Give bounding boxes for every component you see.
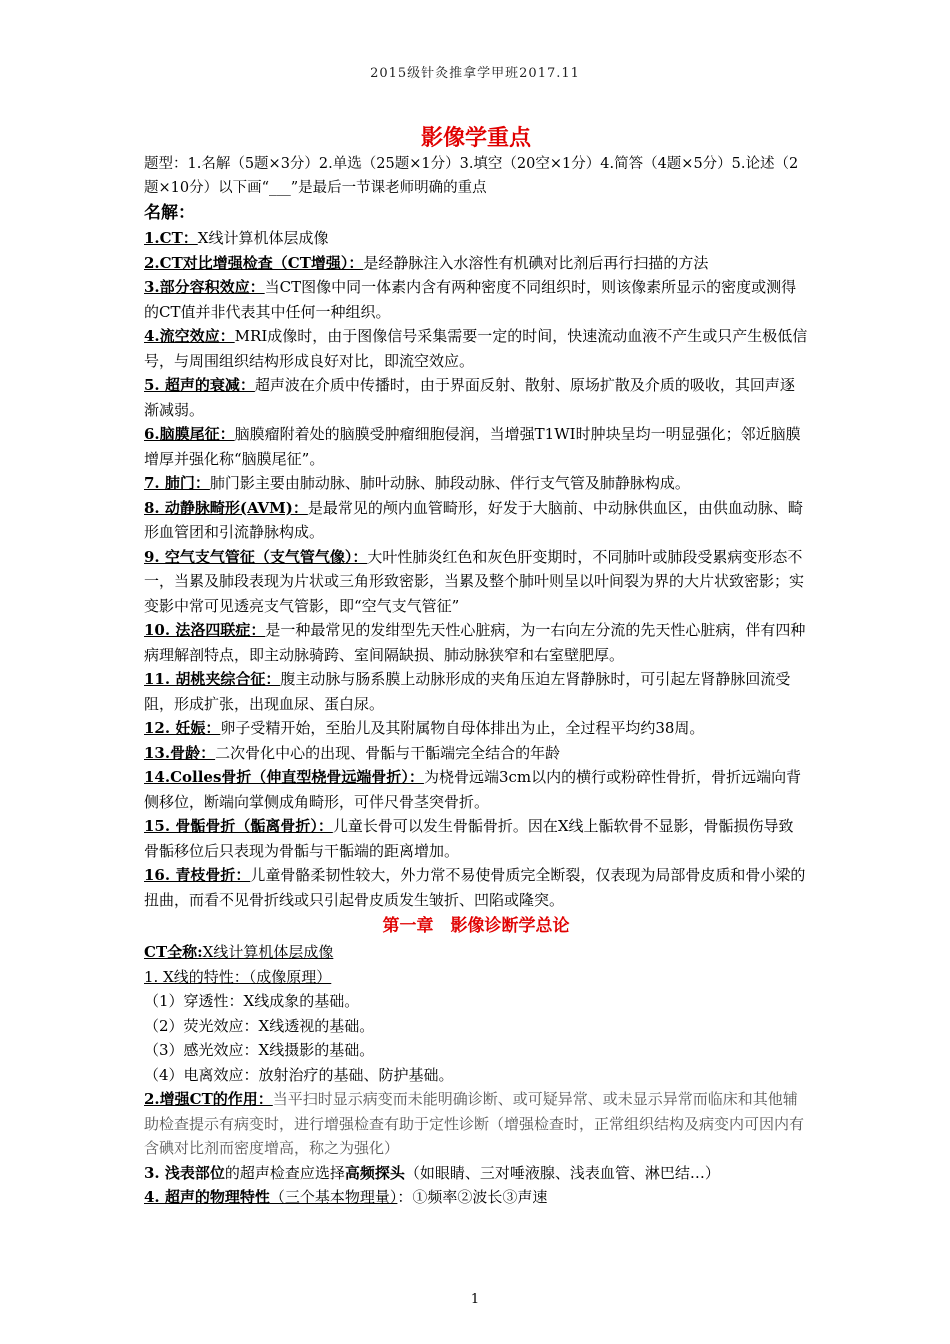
definition-term: 7. 肺门：	[144, 474, 210, 492]
definition-term: 12. 妊娠：	[144, 719, 221, 737]
definition-text: 脑膜瘤附着处的脑膜受肿瘤细胞侵润，当增强T1WI时肿块呈均一明显强化；邻近脑膜增厚并强化称“脑膜尾征”。	[144, 425, 801, 468]
definition-item	[144, 741, 808, 766]
document-title: 影像学重点	[420, 125, 531, 151]
exam-format-intro: 题型：1.名解（5题×3分）2.单选（25题×1分）3.填空（20空×1分）4.简答（4题×5分）5.论述（2题×10分）以下画“___”是最后一节课老师明确的重点	[144, 156, 799, 196]
chapter-title: 第一章 影像诊断学总论	[382, 916, 570, 936]
definition-text: 二次骨化中心的出现、骨骺与干骺端完全结合的年龄	[215, 743, 561, 762]
ultrasound-term: 4. 超声的物理特性	[144, 1188, 270, 1206]
definition-term: 14.Colles骨折（伸直型桡骨远端骨折）：	[144, 768, 424, 786]
definition-term: 15. 骨骺骨折（骺离骨折）：	[144, 817, 333, 835]
xray-property-item: （4）电离效应：放射治疗的基础、防护基础。	[144, 1065, 454, 1084]
superficial-rest: （如眼睛、三对唾液腺、浅表血管、淋巴结…）	[404, 1163, 720, 1182]
ultrasound-properties	[144, 1185, 808, 1210]
definition-term: 2.CT对比增强检查（CT增强）：	[144, 253, 364, 272]
definition-item	[144, 324, 808, 373]
definition-item	[144, 471, 808, 496]
definition-text: 大叶性肺炎红色和灰色肝变期时，不同肺叶或肺段受累病变形态不一，当累及肺段表现为片状或三角形致密影，当累及整个肺叶则呈以叶间裂为界的大片状致密影；实变影中常可见透亮支气管影，即“空气支气管征”	[144, 547, 805, 615]
definition-item	[144, 422, 808, 471]
definition-item	[144, 226, 808, 251]
enhanced-ct-paragraph	[144, 1087, 808, 1161]
definition-text: 是一种最常见的发绀型先天性心脏病，为一右向左分流的先天性心脏病，伴有四种病理解剖特点，即主动脉骑跨、室间隔缺损、肺动脉狭窄和右室壁肥厚。	[144, 621, 806, 664]
superficial-lead: 3. 浅表部位	[144, 1163, 225, 1182]
superficial-probe-paragraph	[144, 1161, 808, 1186]
ultrasound-text: ：①频率②波长③声速	[397, 1188, 548, 1206]
definition-text: 卵子受精开始，至胎儿及其附属物自母体排出为止，全过程平均约38周。	[220, 719, 705, 737]
ct-full-text: X线计算机体层成像	[202, 943, 334, 961]
enhanced-ct-term: 2.增强CT的作用：	[144, 1090, 273, 1108]
definition-term: 8. 动静脉畸形(AVM)：	[144, 498, 308, 517]
xray-heading-text: 1. X线的特性：（成像原理）	[144, 967, 332, 986]
section-heading-definitions: 名解：	[144, 203, 195, 223]
definition-item	[144, 618, 808, 667]
definition-term: 6.脑膜尾征：	[144, 425, 235, 443]
definition-item	[144, 814, 808, 863]
definition-text: 超声波在介质中传播时，由于界面反射、散射、原场扩散及介质的吸收，其回声逐渐减弱。	[144, 376, 795, 419]
definition-term: 9. 空气支气管征（支气管气像）：	[144, 547, 368, 566]
definition-item	[144, 251, 808, 276]
definition-text: 儿童骨骼柔韧性较大，外力常不易使骨质完全断裂，仅表现为局部骨皮质和骨小梁的扭曲，而看不见骨折线或只引起骨皮质发生皱折、凹陷或隆突。	[144, 866, 806, 909]
definition-text: 儿童长骨可以发生骨骺骨折。因在X线上骺软骨不显影，骨骺损伤导致骨骺移位后只表现为骨骺与干骺端的距离增加。	[144, 817, 794, 860]
definition-text: 是经静脉注入水溶性有机碘对比剂后再行扫描的方法	[363, 253, 709, 272]
definition-term: 1.CT：	[144, 229, 198, 247]
definition-item	[144, 716, 808, 741]
ct-full-label: CT全称:	[144, 943, 203, 961]
definition-term: 4.流空效应：	[144, 327, 235, 345]
definition-term: 13.骨龄：	[144, 743, 216, 762]
definition-text: X线计算机体层成像	[197, 229, 329, 247]
definition-text: MRI成像时，由于图像信号采集需要一定的时间，快速流动血液不产生或只产生极低信号，与周围组织结构形成良好对比，即流空效应。	[144, 327, 808, 370]
definition-text: 是最常见的颅内血管畸形，好发于大脑前、中动脉供血区，由供血动脉、畸形血管团和引流静脉构成。	[144, 498, 803, 541]
xray-property-item: （3）感光效应：X线摄影的基础。	[144, 1041, 375, 1059]
definition-term: 16. 青枝骨折：	[144, 866, 251, 884]
definition-term: 11. 胡桃夹综合征：	[144, 670, 281, 688]
superficial-mid: 的超声检查应选择	[224, 1163, 345, 1182]
definition-term: 5. 超声的衰减：	[144, 376, 255, 394]
document-body	[144, 0, 808, 1210]
definition-text: 为桡骨远端3cm以内的横行或粉碎性骨折，骨折远端向背侧移位，断端向掌侧成角畸形，可伴尺骨茎突骨折。	[144, 768, 802, 811]
definition-term: 10. 法洛四联症：	[144, 621, 266, 639]
definition-text: 肺门影主要由肺动脉、肺叶动脉、肺段动脉、伴行支气管及肺静脉构成。	[209, 474, 690, 492]
xray-property-item: （1）穿透性：X线成象的基础。	[144, 992, 360, 1010]
page-header: 2015级针灸推拿学甲班2017.11	[370, 66, 580, 81]
definition-item	[144, 863, 808, 912]
superficial-probe: 高频探头	[344, 1163, 405, 1182]
definition-text: 腹主动脉与肠系膜上动脉形成的夹角压迫左肾静脉时，可引起左肾静脉回流受阻，形成扩张，出现血尿、蛋白尿。	[144, 670, 791, 713]
page-number: 1	[470, 1292, 480, 1307]
ultrasound-paren: （三个基本物理量）	[269, 1188, 398, 1206]
definition-item	[144, 275, 808, 324]
definition-term: 3.部分容积效应：	[144, 278, 265, 296]
definitions-list	[144, 226, 808, 912]
definition-item	[144, 765, 808, 814]
definition-item	[144, 545, 808, 619]
definition-text: 当CT图像中同一体素内含有两种密度不同组织时，则该像素所显示的密度或测得的CT值并非代表其中任何一种组织。	[144, 278, 797, 321]
definition-item	[144, 373, 808, 422]
definition-item	[144, 667, 808, 716]
definition-item	[144, 496, 808, 545]
xray-properties-list	[144, 989, 808, 1087]
xray-heading	[144, 965, 808, 990]
xray-property-item: （2）荧光效应：X线透视的基础。	[144, 1016, 375, 1035]
enhanced-ct-text: 当平扫时显示病变而未能明确诊断、或可疑异常、或未显示异常而临床和其他辅助检查提示有病变时，进行增强检查有助于定性诊断（增强检查时，正常组织结构及病变内可因内有含碘对比剂而密度增高，称之为强化）	[144, 1090, 805, 1157]
ct-full-name	[144, 940, 808, 965]
